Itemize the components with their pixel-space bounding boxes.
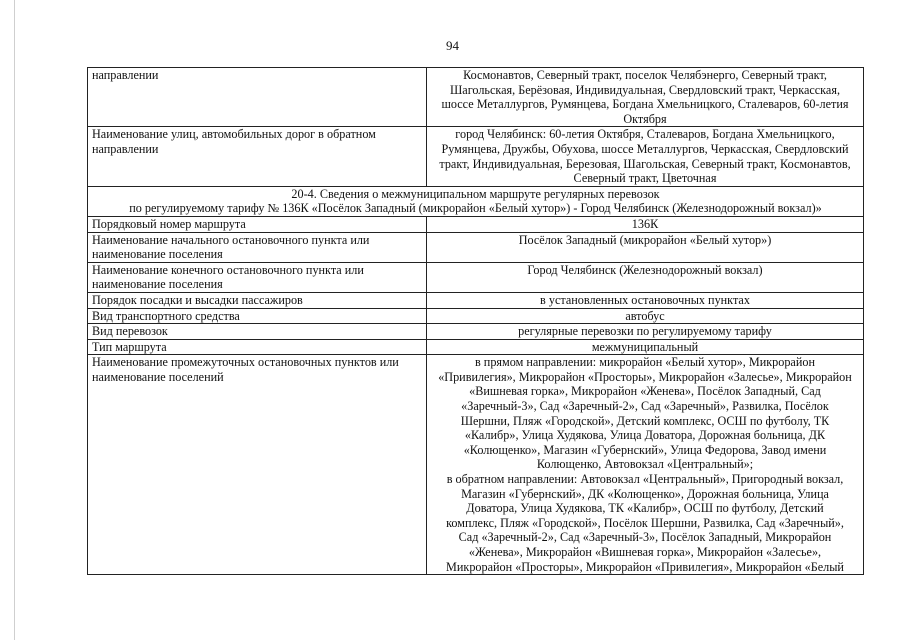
section-header-row — [88, 186, 864, 216]
table-row — [88, 216, 864, 232]
row-value: регулярные перевозки по регулируемому тарифу — [427, 324, 864, 340]
table-row — [88, 339, 864, 355]
row-value: Космонавтов, Северный тракт, поселок Челябэнерго, Северный тракт, Шагольская, Берёзовая, Индивидуальная, Свердловский тракт, Черкасская, шоссе Металлургов, Румянцева, Богдана Хмельницкого, Сталеваров, 60-летия Октября — [427, 68, 864, 127]
row-value: город Челябинск: 60-летия Октября, Сталеваров, Богдана Хмельницкого, Румянцева, Дружбы, Обухова, шоссе Металлургов, Черкасская, Свердловский тракт, Индивидуальная, Березовая, Шагольская, Северный тракт, Космонавтов, Северный тракт, Цветочная — [427, 127, 864, 186]
row-label: направлении — [88, 68, 427, 127]
route-info-table — [87, 67, 864, 575]
section-title: 20-4. Сведения о межмуниципальном маршруте регулярных перевозок по регулируемому тарифу № 136К «Посёлок Западный (микрорайон «Белый хутор») - Город Челябинск (Железнодорожный вокзал)» — [88, 186, 864, 216]
row-value: межмуниципальный — [427, 339, 864, 355]
page-number: 94 — [446, 38, 459, 53]
row-label: Вид транспортного средства — [88, 308, 427, 324]
row-label: Порядковый номер маршрута — [88, 216, 427, 232]
table-row — [88, 355, 864, 575]
row-value: в установленных остановочных пунктах — [427, 292, 864, 308]
row-label: Наименование улиц, автомобильных дорог в обратном направлении — [88, 127, 427, 186]
row-value: автобус — [427, 308, 864, 324]
table-row — [88, 232, 864, 262]
table-row — [88, 292, 864, 308]
row-label: Наименование конечного остановочного пункта или наименование поселения — [88, 262, 427, 292]
row-value: Город Челябинск (Железнодорожный вокзал) — [427, 262, 864, 292]
table-row — [88, 308, 864, 324]
row-value: 136К — [427, 216, 864, 232]
table-row — [88, 262, 864, 292]
table-row — [88, 324, 864, 340]
row-label: Порядок посадки и высадки пассажиров — [88, 292, 427, 308]
row-value: Посёлок Западный (микрорайон «Белый хутор») — [427, 232, 864, 262]
row-label: Наименование промежуточных остановочных пунктов или наименование поселений — [88, 355, 427, 575]
row-label: Тип маршрута — [88, 339, 427, 355]
page-edge-line — [14, 0, 15, 640]
table-row — [88, 68, 864, 127]
row-label: Наименование начального остановочного пункта или наименование поселения — [88, 232, 427, 262]
table-row — [88, 127, 864, 186]
row-label: Вид перевозок — [88, 324, 427, 340]
row-value: в прямом направлении: микрорайон «Белый хутор», Микрорайон «Привилегия», Микрорайон «Просторы», Микрорайон «Залесье», Микрорайон «Вишневая горка», Микрорайон «Женева», Посёлок Западный, Сад «Заречный-3», Сад «Заречный-2», Сад «Заречный», Развилка, Посёлок Шершни, Пляж «Городской», Детский комплекс, ОСШ по футболу, ТК «Калибр», Улица Худякова, Улица Доватора, Дорожная больница, ДК «Колющенко», Магазин «Губернский», Улица Федорова, Завод имени Колющенко, Автовокзал «Центральный»; в обратном направлении: Автовокзал «Центральный», Пригородный вокзал, Магазин «Губернский», ДК «Колющенко», Дорожная больница, Улица Доватора, Улица Худякова, ТК «Калибр», ОСШ по футболу, Детский комплекс, Пляж «Городской», Посёлок Шершни, Развилка, Сад «Заречный», Сад «Заречный-2», Сад «Заречный-3», Посёлок Западный, Микрорайон «Женева», Микрорайон «Вишневая горка», Микрорайон «Залесье», Микрорайон «Просторы», Микрорайон «Привилегия», Микрорайон «Белый — [427, 355, 864, 575]
